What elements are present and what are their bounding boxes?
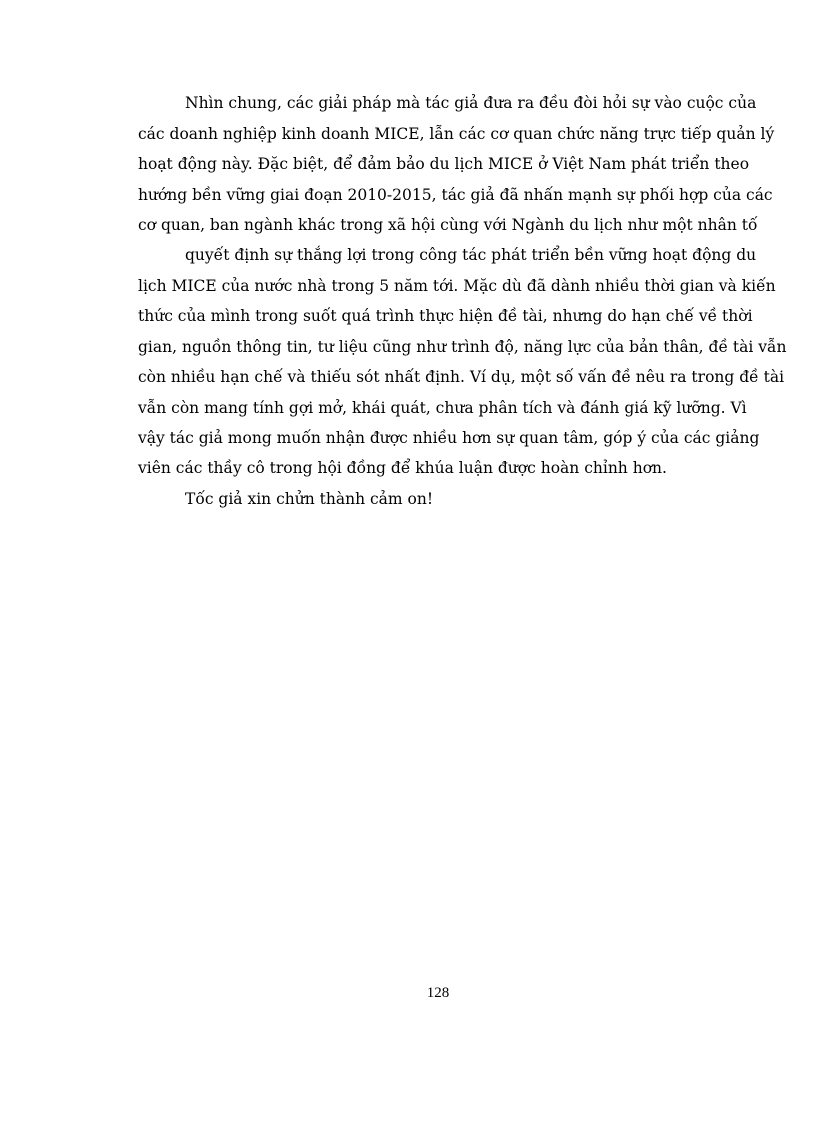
paragraph-1-line-5: cơ quan, ban ngành khác trong xã hội cùng với Ngành du lịch như một nhân tố [138,216,758,234]
page-number: 128 [426,985,450,1001]
paragraph-2-line-2: lịch MICE của nước nhà trong 5 năm tới. Mặc dù đã dành nhiều thời gian và kiến [138,277,776,295]
paragraph-2-line-3: thức của mình trong suốt quá trình thực hiện đề tài, nhưng do hạn chế về thời [138,307,753,325]
paragraph-2-line-8: viên các thầy cô trong hội đồng để khúa luận được hoàn chỉnh hơn. [138,459,667,477]
paragraph-2-line-5: còn nhiều hạn chế và thiếu sót nhất định. Ví dụ, một số vấn đề nêu ra trong đề tài [138,368,785,386]
paragraph-2-line-4: gian, nguồn thông tin, tư liệu cũng như trình độ, năng lực của bản thân, đề tài vẫn [138,338,787,356]
paragraph-2-line-6: vẫn còn mang tính gợi mở, khái quát, chưa phân tích và đánh giá kỹ lưỡng. Vì [138,399,747,417]
paragraph-3-line-1: Tốc giả xin chửn thành cảm on! [185,490,434,508]
paragraph-2-line-7: vậy tác giả mong muốn nhận được nhiều hơn sự quan tâm, góp ý của các giảng [138,429,760,447]
paragraph-1-line-3: hoạt động này. Đặc biệt, để đảm bảo du lịch MICE ở Việt Nam phát triển theo [138,155,750,173]
paragraph-1-line-1: Nhìn chung, các giải pháp mà tác giả đưa ra đều đòi hỏi sự vào cuộc của [185,94,757,112]
paragraph-2-line-1: quyết định sự thắng lợi trong công tác phát triển bền vững hoạt động du [185,246,757,264]
paragraph-1-line-2: các doanh nghiệp kinh doanh MICE, lẫn các cơ quan chức năng trực tiếp quản lý [138,125,775,143]
paragraph-1-line-4: hướng bền vững giai đoạn 2010-2015, tác giả đã nhấn mạnh sự phối hợp của các [138,186,773,204]
